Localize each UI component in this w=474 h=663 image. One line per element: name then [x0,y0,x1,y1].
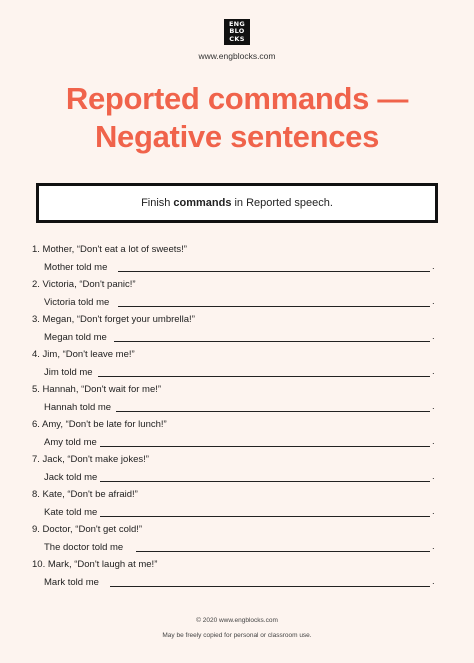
logo-line-2: BLO [229,27,245,36]
answer-period: . [432,436,435,447]
answer-period: . [432,401,435,412]
answer-lead: Kate told me [44,507,98,518]
question-item [32,489,442,519]
question-prompt: 3. Megan, “Don't forget your umbrella!” [32,314,195,325]
question-item [32,559,442,589]
answer-period: . [432,576,435,587]
question-item [32,454,442,484]
title-line-1: Reported commands — [65,81,409,116]
question-prompt: 9. Doctor, “Don't get cold!” [32,524,143,535]
answer-line[interactable] [118,306,430,307]
answer-lead: Jim told me [44,367,93,378]
answer-lead: The doctor told me [44,542,124,553]
answer-lead: Mother told me [44,262,108,273]
answer-period: . [432,541,435,552]
question-item [32,419,442,449]
question-prompt: 7. Jack, “Don't make jokes!” [32,454,149,465]
instruction-bold: commands [173,197,232,209]
question-prompt: 6. Amy, “Don't be late for lunch!” [32,419,167,430]
answer-period: . [432,331,435,342]
footer-copyright: © 2020 www.engblocks.com [196,617,278,624]
question-prompt: 5. Hannah, “Don't wait for me!” [32,384,162,395]
instruction-box [36,183,438,223]
answer-line[interactable] [100,446,430,447]
answer-period: . [432,261,435,272]
logo-line-3: CKS [229,34,245,43]
instruction-after: in Reported speech. [234,197,333,209]
answer-period: . [432,471,435,482]
page-title [0,80,474,156]
answer-line[interactable] [116,411,430,412]
footer-note: May be freely copied for personal or classroom use. [162,632,312,639]
question-item [32,384,442,414]
answer-lead: Jack told me [44,472,98,483]
engblocks-logo [224,19,250,45]
title-line-2: Negative sentences [94,119,380,154]
question-prompt: 1. Mother, “Don't eat a lot of sweets!” [32,244,187,255]
answer-line[interactable] [100,481,430,482]
question-prompt: 4. Jim, “Don't leave me!” [32,349,135,360]
question-prompt: 2. Victoria, “Don't panic!” [32,279,136,290]
question-prompt: 10. Mark, “Don't laugh at me!” [32,559,158,570]
answer-lead: Amy told me [44,437,97,448]
answer-period: . [432,506,435,517]
answer-line[interactable] [100,516,430,517]
answer-period: . [432,366,435,377]
logo-line-1: ENG [228,19,246,28]
question-prompt: 8. Kate, “Don't be afraid!” [32,489,138,500]
answer-line[interactable] [110,586,430,587]
question-item [32,524,442,554]
answer-lead: Hannah told me [44,402,112,413]
question-item [32,349,442,379]
answer-period: . [432,296,435,307]
answer-line[interactable] [98,376,430,377]
answer-line[interactable] [118,271,430,272]
answer-lead: Megan told me [44,332,107,343]
answer-lead: Victoria told me [44,297,110,308]
instruction-before: Finish [141,197,171,209]
answer-lead: Mark told me [44,577,99,588]
question-item [32,314,442,344]
question-item [32,244,442,274]
site-url: www.engblocks.com [198,51,276,61]
answer-line[interactable] [136,551,430,552]
answer-line[interactable] [114,341,430,342]
question-item [32,279,442,309]
